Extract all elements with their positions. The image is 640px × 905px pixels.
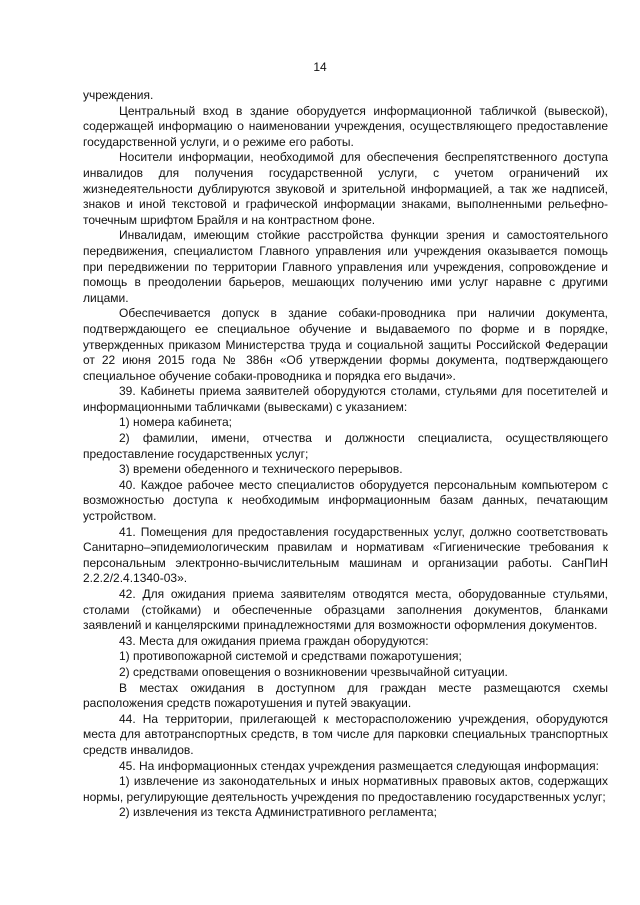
paragraph: 45. На информационных стендах учреждения размещается следующая информация:: [119, 758, 599, 773]
paragraph: 42. Для ожидания приема заявителям отводятся места, оборудованные стульями, столами (стойками) и обеспеченные образцами заполнения документов, бланками заявлений и канцелярскими принадлежностями для возможности оформления документов.: [83, 587, 608, 633]
list-item: 2) фамилии, имени, отчества и должности специалиста, осуществляющего предоставление государственных услуг;: [83, 431, 608, 461]
paragraph: Инвалидам, имеющим стойкие расстройства функции зрения и самостоятельного передвижения, специалистом Главного управления или учреждения оказывается помощь при передвижении по территории Главного управления или учреждения, сопровождение и помощь в преодолении барьеров, мешающих получению ими услуг наравне с другими лицами.: [83, 228, 608, 305]
paragraph: Носители информации, необходимой для обеспечения беспрепятственного доступа инвалидов для получения государственной услуги, с учетом ограничений их жизнедеятельности дублируются звуковой и зрительной информацией, а так же надписей, знаков и иной текстовой и графической информации знаками, выполненными рельефно-точечным шрифтом Брайля и на контрастном фоне.: [83, 150, 608, 227]
paragraph: 39. Кабинеты приема заявителей оборудуются столами, стульями для посетителей и информационными табличками (вывесками) с указанием:: [83, 384, 608, 414]
paragraph: 40. Каждое рабочее место специалистов оборудуется персональным компьютером с возможностью доступа к необходимым информационным базам данных, печатающим устройством.: [83, 477, 608, 524]
list-item: 3) времени обеденного и технического перерывов.: [119, 462, 403, 477]
paragraph: Обеспечивается допуск в здание собаки-проводника при наличии документа, подтверждающего ее специальное обучение и выдаваемого по форме и в порядке, утвержденных приказом Министерства труда и социальной защиты Российской Федерации от 22 июня 2015 года № 386н «Об утверждении формы документа, подтверждающего специальное обучение собаки-проводника и порядка его выдачи».: [83, 306, 608, 383]
list-item: 2) извлечения из текста Административного регламента;: [119, 805, 437, 820]
paragraph: 44. На территории, прилегающей к месторасположению учреждения, оборудуются места для автотранспортных средств, в том числе для парковки специальных транспортных средств инвалидов.: [83, 711, 608, 757]
list-item: 1) противопожарной системой и средствами пожаротушения;: [119, 649, 462, 664]
paragraph: 41. Помещения для предоставления государственных услуг, должно соответствовать Санитарно–эпидемиологическим правилам и нормативам «Гигиенические требования к персональным электронно-вычислительным машинам и организации работы. СанПиН 2.2.2/2.4.1340-03».: [83, 524, 608, 586]
paragraph: Центральный вход в здание оборудуется информационной табличкой (вывеской), содержащей информацию о наименовании учреждения, осуществляющего предоставление государственной услуги, и о режиме его работы.: [83, 103, 608, 149]
list-item: 1) номера кабинета;: [119, 415, 232, 430]
paragraph: 43. Места для ожидания приема граждан оборудуются:: [119, 633, 429, 648]
paragraph: В местах ожидания в доступном для граждан месте размещаются схемы расположения средств пожаротушения и путей эвакуации.: [83, 680, 608, 711]
list-item: 1) извлечение из законодательных и иных нормативных правовых актов, содержащих нормы, регулирующие деятельность учреждения по предоставлению государственных услуг;: [83, 774, 608, 804]
list-item: 2) средствами оповещения о возникновении чрезвычайной ситуации.: [119, 664, 508, 679]
paragraph: учреждения.: [83, 88, 154, 102]
page-number: 14: [313, 60, 327, 74]
document-body: [83, 88, 608, 821]
